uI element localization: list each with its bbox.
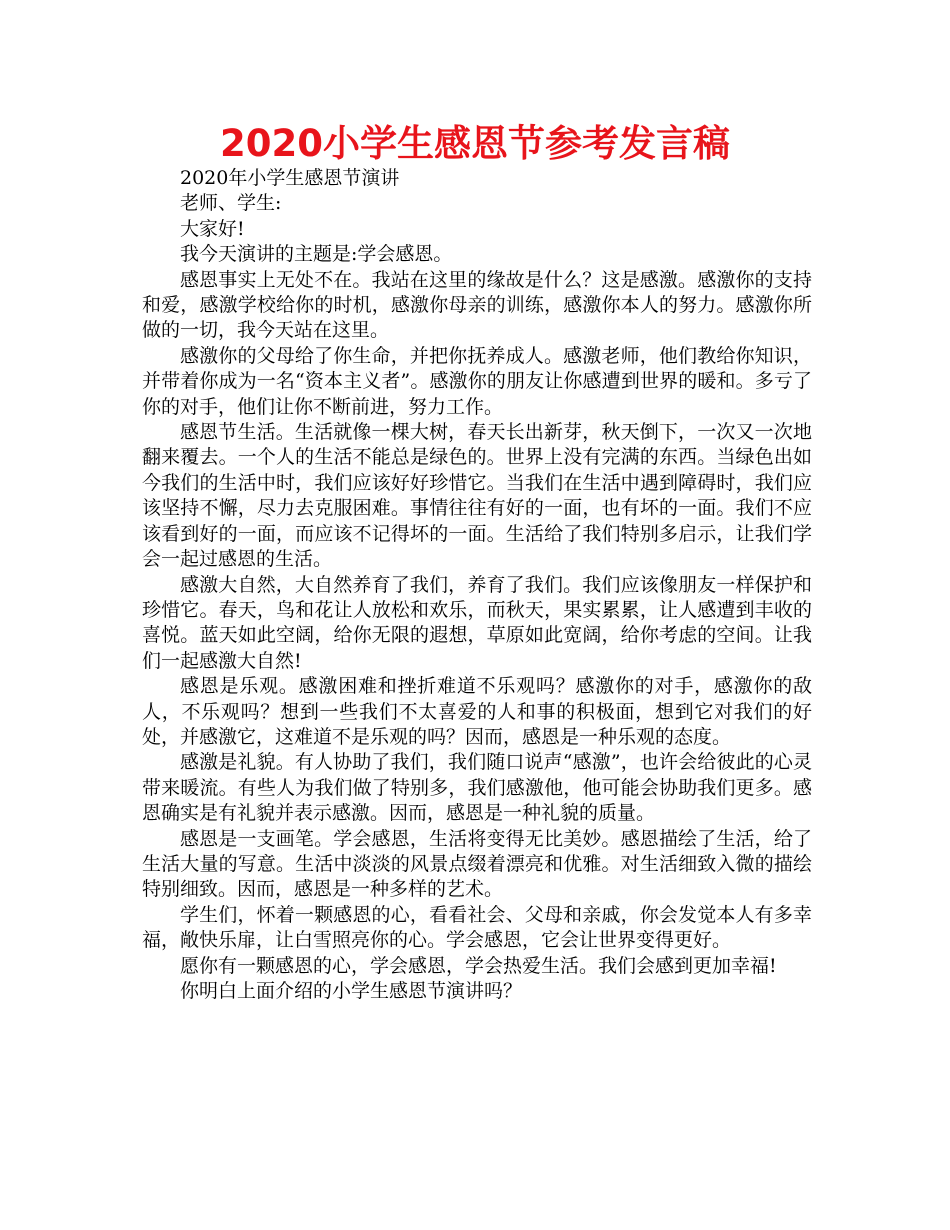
topic-line: 我今天演讲的主题是:学会感恩。	[180, 243, 453, 266]
body-paragraph: 感激大自然，大自然养育了我们，养育了我们。我们应该像朋友一样保护和珍惜它。春天，鸟和花让人放松和欢乐，而秋天，果实累累，让人感遭到丰收的喜悦。蓝天如此空阔，给你无限的遐想，草原如此宽阔，给你考虑的空间。让我们一起感激大自然!	[142, 573, 812, 672]
body-paragraph: 感恩是乐观。感激困难和挫折难道不乐观吗？感激你的对手，感激你的敌人，不乐观吗？想到一些我们不太喜爱的人和事的积极面，想到它对我们的好处，并感激它，这难道不是乐观的吗？因而，感恩是一种乐观的态度。	[142, 675, 812, 748]
body-paragraph: 感恩是一支画笔。学会感恩，生活将变得无比美妙。感恩描绘了生活，给了生活大量的写意。生活中淡淡的风景点缀着漂亮和优雅。对生活细致入微的描绘特别细致。因而，感恩是一种多样的艺术。	[142, 827, 812, 901]
salutation-line: 老师、学生:	[180, 192, 282, 215]
body-paragraph: 感恩事实上无处不在。我站在这里的缘故是什么？这是感激。感激你的支持和爱，感激学校给你的时机，感激你母亲的训练，感激你本人的努力。感激你所做的一切，我今天站在这里。	[142, 268, 812, 342]
subtitle-line: 2020年小学生感恩节演讲	[180, 167, 400, 189]
body-paragraph: 学生们，怀着一颗感恩的心，看看社会、父母和亲戚，你会发觉本人有多幸福，敞快乐扉，让白雪照亮你的心。学会感恩，它会让世界变得更好。	[142, 903, 812, 952]
body-paragraph: 感激你的父母给了你生命，并把你抚养成人。感激老师，他们教给你知识，并带着你成为一名“资本主义者”。感激你的朋友让你感遭到世界的暖和。多亏了你的对手，他们让你不断前进，努力工作。	[142, 344, 812, 418]
closing-question: 你明白上面介绍的小学生感恩节演讲吗？	[180, 980, 523, 1002]
body-paragraph: 愿你有一颗感恩的心，学会感恩，学会热爱生活。我们会感到更加幸福!	[180, 954, 777, 977]
document-body	[142, 166, 812, 1004]
document-title: 2020小学生感恩节参考发言稿	[220, 122, 730, 165]
body-paragraph: 感激是礼貌。有人协助了我们，我们随口说声“感激”，也许会给彼此的心灵带来暖流。有些人为我们做了特别多，我们感激他，他可能会协助我们更多。感恩确实是有礼貌并表示感激。因而，感恩是一种礼貌的质量。	[142, 751, 812, 825]
body-paragraph: 感恩节生活。生活就像一棵大树，春天长出新芽，秋天倒下，一次又一次地翻来覆去。一个人的生活不能总是绿色的。世界上没有完满的东西。当绿色出如今我们的生活中时，我们应该好好珍惜它。当我们在生活中遇到障碍时，我们应该坚持不懈，尽力去克服困难。事情往往有好的一面，也有坏的一面。我们不应该看到好的一面，而应该不记得坏的一面。生活给了我们特别多启示，让我们学会一起过感恩的生活。	[142, 421, 812, 571]
greeting-line: 大家好!	[180, 217, 245, 240]
